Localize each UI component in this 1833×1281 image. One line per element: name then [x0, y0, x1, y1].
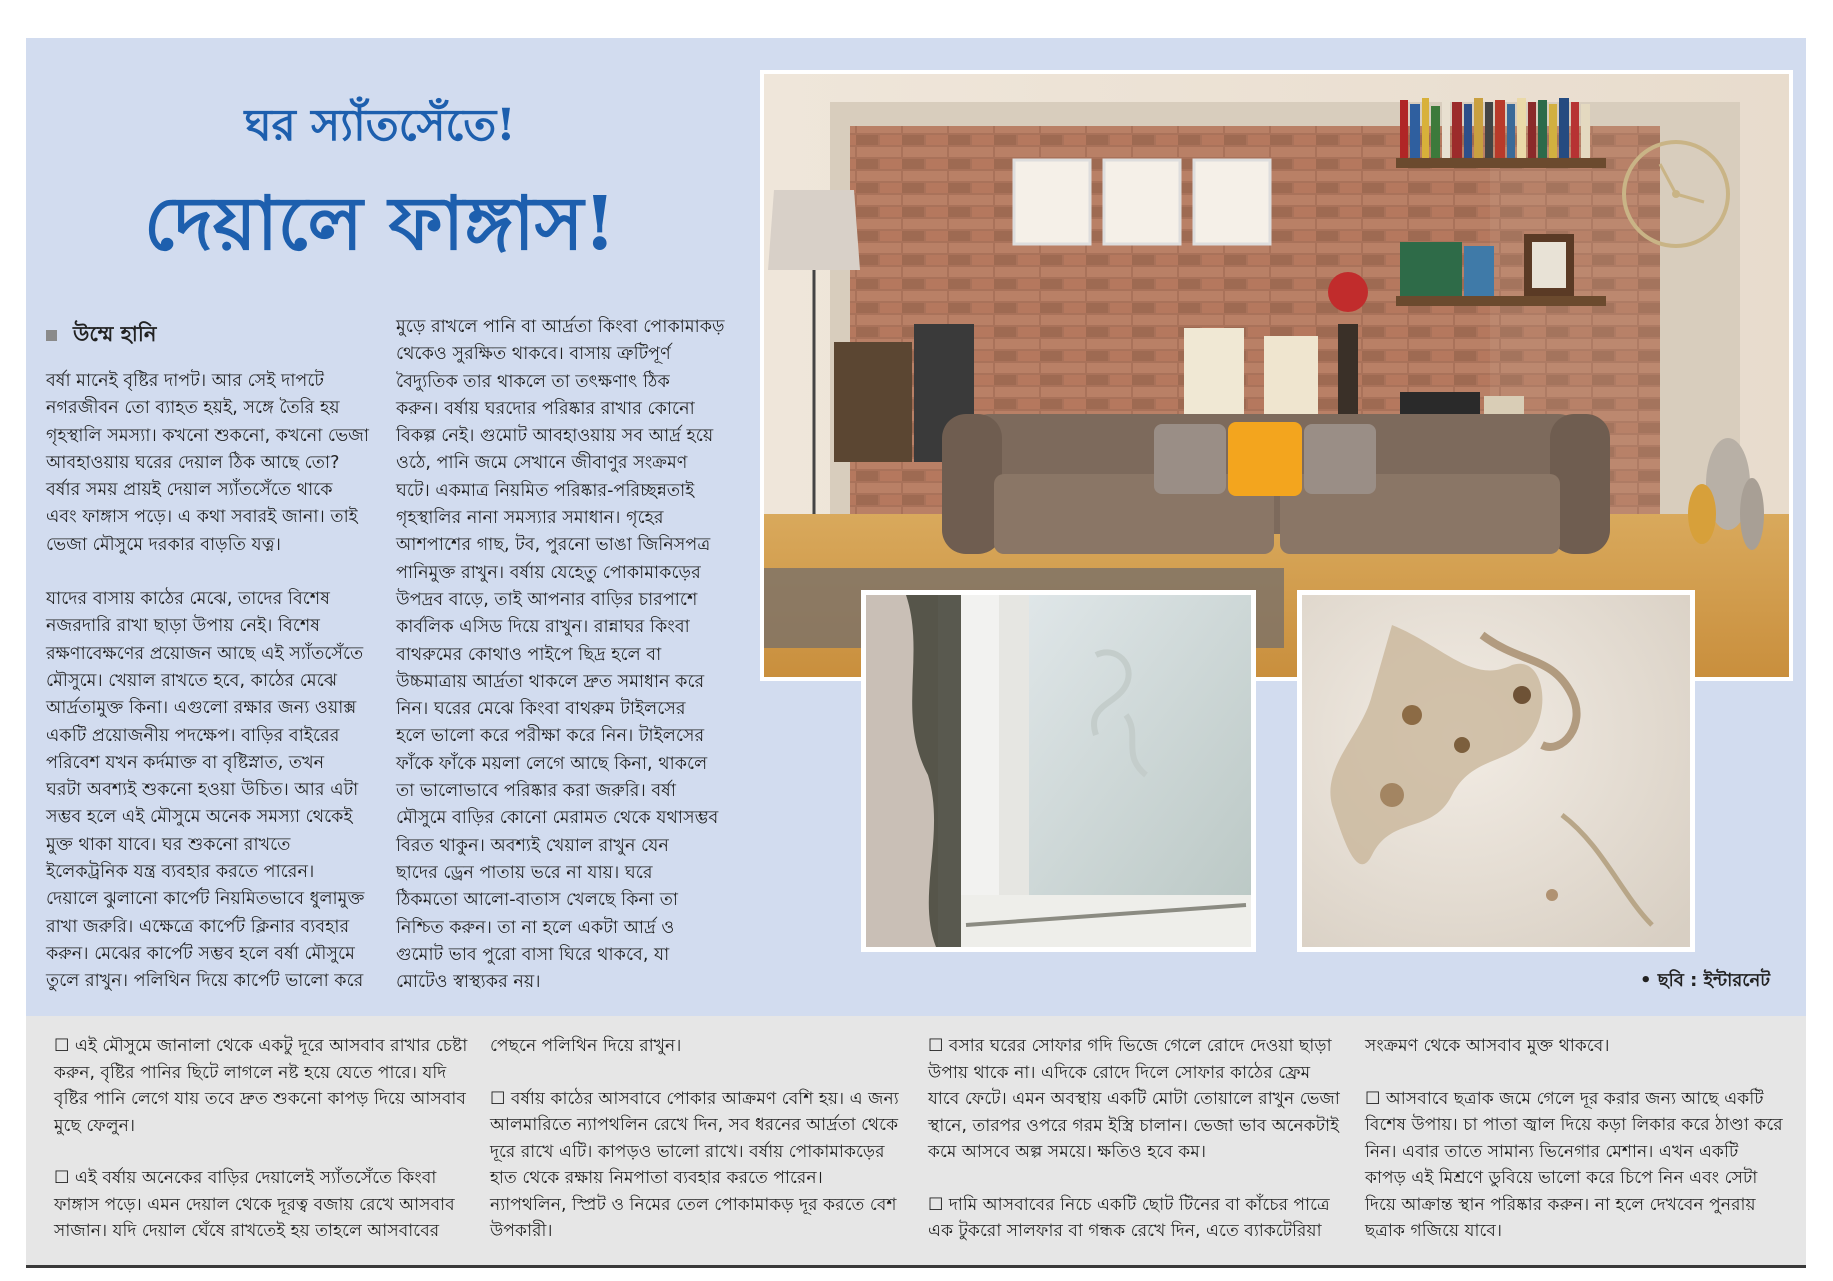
text-line: গৃহস্থালির নানা সমস্যার সমাধান। গৃহের [396, 508, 664, 529]
text-line: কাপড় এই মিশ্রণে ডুবিয়ে ভালো করে চিপে নিন এবং সেটা [1365, 1168, 1758, 1188]
text-line: সাজান। যদি দেয়াল ঘেঁষে রাখতেই হয় তাহলে আসবাবের [54, 1221, 440, 1241]
text-line: নিশ্চিত করুন। তা না হলে একটা আর্দ্র ও [396, 917, 675, 938]
text-line: আবহাওয়ায় ঘরের দেয়াল ঠিক আছে তো? [46, 452, 340, 473]
text-line: তা ভালোভাবে পরিষ্কার করা জরুরি। বর্ষা [396, 781, 676, 802]
text-line: ☐ বসার ঘরের সোফার গদি ভিজে গেলে রোদে দেওয়া ছাড়া [928, 1036, 1332, 1056]
text-line: ফাঙ্গাস পড়ে। এমন দেয়াল থেকে দূরত্ব বজায় রেখে আসবাব [54, 1194, 455, 1215]
headline-main: দেয়ালে ফাঙ্গাস! [143, 181, 617, 267]
text-line: ঠিকমতো আলো-বাতাস খেলছে কিনা তা [396, 890, 679, 911]
text-line: মুছে ফেলুন। [54, 1115, 136, 1136]
paragraph-gap [1365, 1060, 1795, 1086]
text-line: মুক্ত থাকা যাবে। ঘর শুকনো রাখতে [46, 834, 291, 855]
text-line: ছাদের ড্রেন পাতায় ভরে না যায়। ঘরে [396, 862, 653, 883]
headline-kicker: ঘর স্যাঁতসেঁতে! [244, 100, 516, 151]
bottom-rule [26, 1265, 1806, 1268]
text-line: করুন। বর্ষায় ঘরদোর পরিষ্কার রাখার কোনো [396, 398, 695, 419]
text-line: মৌসুমে। খেয়াল রাখতে হবে, কাঠের মেঝে [46, 670, 338, 691]
text-line: বৃষ্টির পানি লেগে যায় তবে দ্রুত শুকনো কাপড় দিয়ে আসবাব [54, 1089, 466, 1109]
paragraph-gap [490, 1060, 910, 1086]
text-line: হলে ভালো করে পরীক্ষা করে নিন। টাইলসের [396, 726, 705, 747]
text-line: হাত থেকে রক্ষায় নিমপাতা ব্যবহার করতে পারেন। [490, 1168, 823, 1188]
paragraph-gap [54, 1139, 474, 1165]
text-line: দূরে রাখে এটি। কাপড়ও ভালো রাখে। বর্ষায় পোকামাকড়ের [490, 1141, 885, 1162]
text-line: থেকেও সুরক্ষিত থাকবে। বাসায় ত্রুটিপূর্ণ [396, 344, 671, 365]
text-line: মৌসুমে বাড়ির কোনো মেরামত থেকে যথাসম্ভব [396, 808, 719, 829]
byline-author: উম্মে হানি [73, 322, 157, 346]
text-line: উপায় থাকে না। এদিকে রোদে দিলে সোফার কাঠের ফ্রেম [928, 1062, 1311, 1083]
text-line: রাখা জরুরি। এক্ষেত্রে কার্পেট ক্লিনার ব্যবহার [46, 916, 350, 937]
text-line: আলমারিতে ন্যাপথলিন রেখে দিন, সব ধরনের আর্দ্রতা থেকে [490, 1115, 899, 1135]
byline-bullet [46, 330, 57, 341]
text-line: রক্ষণাবেক্ষণের প্রয়োজন আছে এই স্যাঁতসেঁতে [46, 643, 364, 664]
text-line: বর্ষা মানেই বৃষ্টির দাপট। আর সেই দাপটে [46, 371, 325, 391]
text-line: যাবে ফেটে। এমন অবস্থায় একটি মোটা তোয়ালে রাখুন ভেজা [928, 1089, 1340, 1109]
text-line: নগরজীবন তো ব্যাহত হয়ই, সঙ্গে তৈরি হয় [46, 398, 340, 419]
text-line: বিরত থাকুন। অবশ্যই খেয়াল রাখুন যেন [396, 835, 669, 856]
text-line: আর্দ্রতামুক্ত কিনা। এগুলো রক্ষার জন্য ওয়াক্স [46, 698, 357, 719]
text-line: ঘরটা অবশ্যই শুকনো হওয়া উচিত। আর এটা [46, 780, 359, 801]
text-line: বাথরুমের কোথাও পাইপে ছিদ্র হলে বা [396, 644, 662, 665]
text-line: গৃহস্থালি সমস্যা। কখনো শুকনো, কখনো ভেজা [46, 425, 370, 446]
text-line: নজরদারি রাখা ছাড়া উপায় নেই। বিশেষ [46, 616, 320, 637]
text-line: মোটেও স্বাস্থ্যকর নয়। [396, 972, 541, 993]
text-line: ☐ আসবাবে ছত্রাক জমে গেলে দূর করার জন্য আছে একটি [1365, 1088, 1764, 1109]
fungus-wall-photo [1297, 590, 1695, 952]
text-line: সম্ভব হলে এই মৌসুমে অনেক সমস্যা থেকেই [46, 807, 353, 828]
text-line: ঘটে। একমাত্র নিয়মিত পরিষ্কার-পরিচ্ছন্নতাই [396, 480, 695, 501]
text-line: নিন। ঘরের মেঝে কিংবা বাথরুম টাইলসের [396, 699, 686, 720]
text-line: ☐ এই মৌসুমে জানালা থেকে একটু দূরে আসবাব রাখার চেষ্টা [54, 1036, 468, 1056]
text-line: কার্বলিক এসিড দিয়ে রাখুন। রান্নাঘর কিংবা [396, 617, 690, 638]
text-line: যাদের বাসায় কাঠের মেঝে, তাদের বিশেষ [46, 589, 330, 610]
tips-column-3 [928, 1033, 1348, 1245]
text-line: বিকল্প নেই। গুমোট আবহাওয়ায় সব আর্দ্র হয়ে [396, 426, 714, 447]
text-line: ইলেকট্রনিক যন্ত্র ব্যবহার করতে পারেন। [46, 862, 315, 883]
text-line: সংক্রমণ থেকে আসবাব মুক্ত থাকবে। [1365, 1036, 1610, 1056]
text-line: ছত্রাক গজিয়ে যাবে। [1365, 1221, 1503, 1241]
text-line: নিন। এবার তাতে সামান্য ভিনেগার মেশান। এখন একটি [1365, 1141, 1739, 1162]
text-line: উপকারী। [490, 1221, 553, 1241]
tips-column-2 [490, 1033, 910, 1245]
text-line: গুমোট ভাব পুরো বাসা ঘিরে থাকবে, যা [396, 944, 670, 965]
text-line: এবং ফাঙ্গাস পড়ে। এ কথা সবারই জানা। তাই [46, 507, 358, 528]
article-column-1 [46, 368, 381, 996]
text-line: বিশেষ উপায়। চা পাতা জ্বাল দিয়ে কড়া লিকার করে ঠাণ্ডা করে [1365, 1115, 1783, 1135]
text-line: একটি প্রয়োজনীয় পদক্ষেপ। বাড়ির বাইরের [46, 725, 340, 746]
text-line: করুন, বৃষ্টির পানির ছিটে লাগলে নষ্ট হয়ে যেতে পারে। যদি [54, 1062, 447, 1083]
text-line: ওঠে, পানি জমে সেখানে জীবাণুর সংক্রমণ [396, 453, 688, 474]
tips-column-4 [1365, 1033, 1795, 1245]
text-line: বৈদ্যুতিক তার থাকলে তা তৎক্ষণাৎ ঠিক [396, 371, 670, 392]
photo-credit: • ছবি : ইন্টারনেট [1640, 970, 1771, 991]
article-column-2 [396, 314, 732, 996]
text-line: উপদ্রব বাড়ে, তাই আপনার বাড়ির চারপাশে [396, 589, 698, 610]
text-line: এক টুকরো সালফার বা গন্ধক রেখে দিন, এতে ব্যাকটেরিয়া [928, 1221, 1322, 1241]
text-line: ☐ এই বর্ষায় অনেকের বাড়ির দেয়ালেই স্যাঁতসেঁতে কিংবা [54, 1168, 437, 1188]
byline [46, 318, 156, 353]
text-line: পরিবেশ যখন কর্দমাক্ত বা বৃষ্টিস্নাত, তখন [46, 752, 325, 773]
paragraph-gap [928, 1166, 1348, 1192]
text-line: ☐ বর্ষায় কাঠের আসবাবে পোকার আক্রমণ বেশি হয়। এ জন্য [490, 1088, 899, 1109]
text-line: স্থানে, তারপর ওপরে গরম ইস্ত্রি চালান। ভেজা ভাব অনেকটাই [928, 1115, 1340, 1136]
text-line: ন্যাপথলিন, স্প্রিট ও নিমের তেল পোকামাকড় দূর করতে বেশ [490, 1194, 897, 1215]
text-line: করুন। মেঝের কার্পেট সম্ভব হলে বর্ষা মৌসুমে [46, 943, 355, 964]
text-line: মুড়ে রাখলে পানি বা আর্দ্রতা কিংবা পোকামাকড় [396, 317, 725, 337]
text-line: কমে আসবে অল্প সময়ে। ক্ষতিও হবে কম। [928, 1142, 1206, 1162]
text-line: আশপাশের গাছ, টব, পুরনো ভাঙা জিনিসপত্র [396, 535, 711, 556]
text-line: পানিমুক্ত রাখুন। বর্ষায় যেহেতু পোকামাকড়ের [396, 562, 701, 583]
text-line: পেছনে পলিথিন দিয়ে রাখুন। [490, 1036, 682, 1056]
text-line: তুলে রাখুন। পলিথিন দিয়ে কার্পেট ভালো করে [46, 971, 364, 992]
text-line: ফাঁকে ফাঁকে ময়লা লেগে আছে কিনা, থাকলে [396, 753, 708, 774]
mold-window-photo [861, 590, 1256, 952]
tips-column-1 [54, 1033, 474, 1245]
text-line: উচ্চমাত্রায় আর্দ্রতা থাকলে দ্রুত সমাধান করে [396, 671, 705, 692]
text-line: দেয়ালে ঝুলানো কার্পেট নিয়মিতভাবে ধুলামুক্ত [46, 889, 365, 910]
text-line: ☐ দামি আসবাবের নিচে একটি ছোট টিনের বা কাঁচের পাত্রে [928, 1194, 1330, 1215]
text-line: বর্ষার সময় প্রায়ই দেয়াল স্যাঁতসেঁতে থাকে [46, 480, 333, 501]
text-line: দিয়ে আক্রান্ত স্থান পরিষ্কার করুন। না হলে দেখবেন পুনরায় [1365, 1194, 1756, 1215]
paragraph-gap [46, 559, 381, 586]
text-line: ভেজা মৌসুমে দরকার বাড়তি যত্ন। [46, 534, 281, 555]
